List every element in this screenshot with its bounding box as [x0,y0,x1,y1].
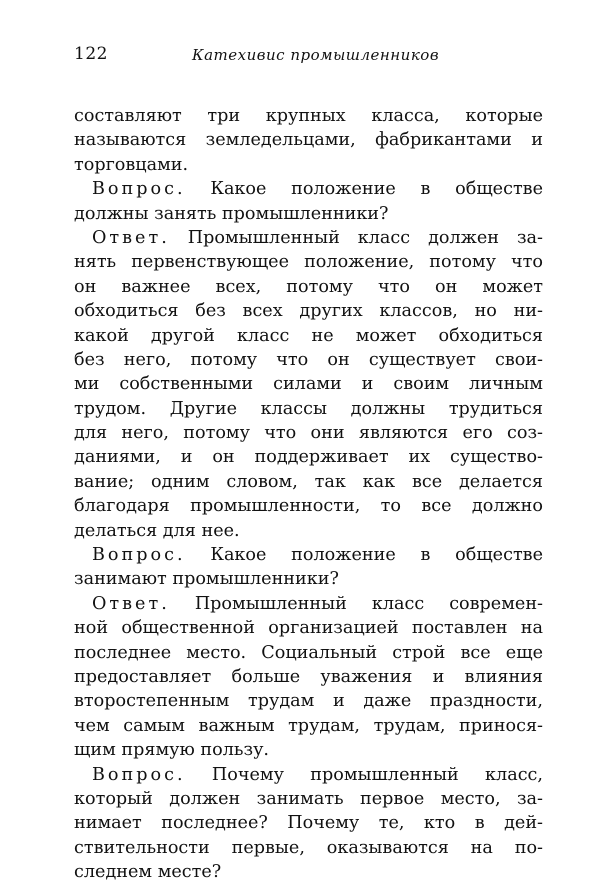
paragraph [74,543,543,592]
text-line: даниями, и он поддерживает их существо- [74,447,543,468]
text-line: последнее место. Социальный строй все еще [74,642,543,663]
text-line [74,226,543,250]
text-line: называются земледельцами, фабрикантами и [74,130,543,151]
text-line: ной общественной организацией поставлен на [74,618,543,639]
text-line: без него, потому что он существует свои- [74,349,543,370]
paragraph [74,226,543,543]
text-line: составляют три крупных класса, которые [74,106,543,126]
text-line [74,592,543,616]
paragraph [74,104,543,177]
text-line: торговцами. [74,154,189,175]
paragraph [74,177,543,226]
text-line: вание; одним словом, так как все делается [74,471,543,492]
text-line: чем самым важным трудам, трудам, принося- [74,715,543,736]
text-line: нять первенствующее положение, потому что [74,252,543,273]
text-line [74,763,543,787]
text-line: обходиться без всех других классов, но ни- [74,301,543,322]
paragraph [74,763,543,885]
text-fragment: Какое положение в обществе [210,179,544,200]
text-line: второстепенным трудам и даже праздности, [74,691,543,712]
text-line: щим прямую пользу. [74,740,270,761]
page-header [74,44,553,68]
text-line: он важнее всех, потому что он может [74,276,543,297]
body-text [74,104,543,885]
question-lead: Вопрос. [92,545,186,566]
text-line: какой другой класс не может обходиться [74,325,543,346]
text-line: делаться для нее. [74,520,240,541]
answer-lead: Ответ. [92,593,170,614]
text-line: ми собственными силами и своим личным [74,374,543,395]
paragraph [74,592,543,763]
running-title: Катехивис промышленников [192,46,440,64]
text-line [74,177,543,201]
text-line: следнем месте? [74,862,222,883]
text-line [74,543,543,567]
text-fragment: Какое положение в обществе [210,545,544,566]
text-line: трудом. Другие классы должны трудиться [74,398,543,419]
text-line: для него, потому что они являются его соз- [74,423,543,444]
text-line: должны занять промышленники? [74,203,389,224]
text-line: нимает последнее? Почему те, кто в дей- [74,813,543,834]
question-lead: Вопрос. [92,179,186,200]
page-number: 122 [74,44,108,64]
text-line: благодаря промышленности, то все должно [74,496,543,517]
text-fragment: Почему промышленный класс, [211,764,544,785]
text-fragment: Промышленный класс современ- [194,593,543,614]
text-line: предоставляет больше уважения и влияния [74,666,543,687]
question-lead: Вопрос. [92,764,186,785]
text-line: который должен занимать первое место, за- [74,788,543,809]
text-line: занимают промышленники? [74,569,339,590]
answer-lead: Ответ. [92,227,170,248]
text-fragment: Промышленный класс должен за- [187,227,543,248]
text-line: ствительности первые, оказываются на по- [74,837,543,858]
